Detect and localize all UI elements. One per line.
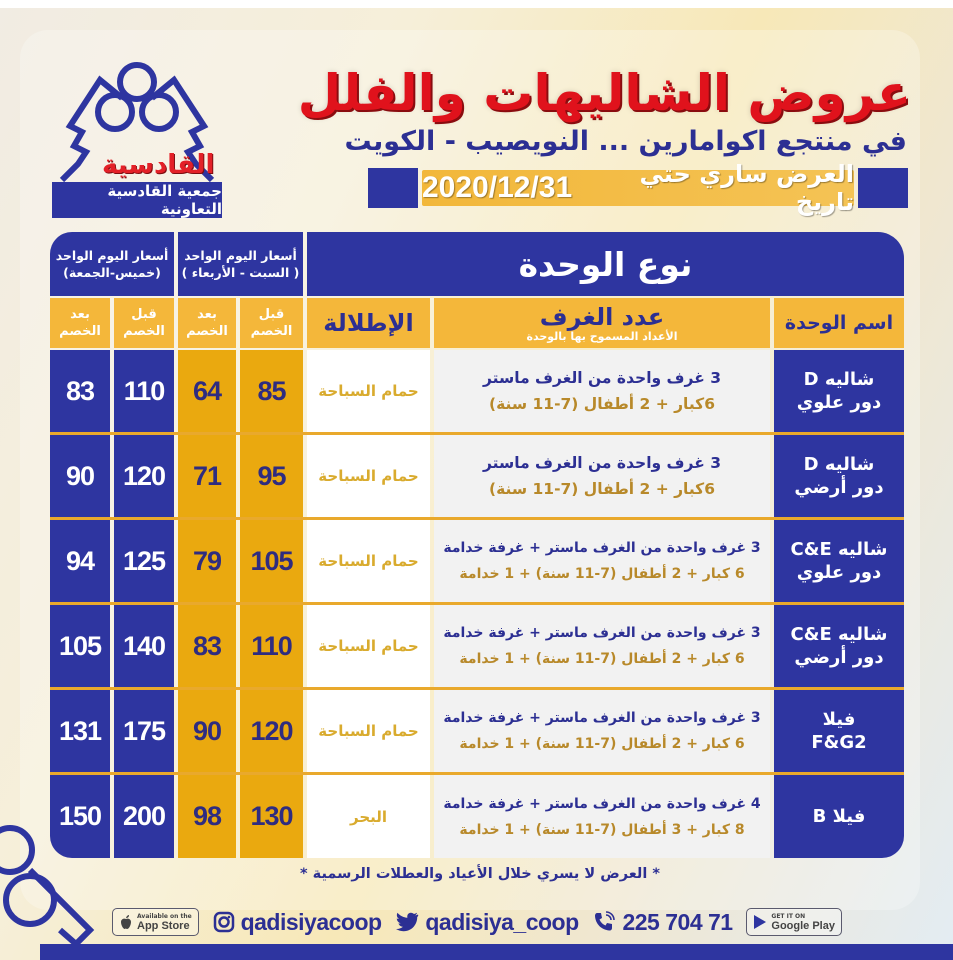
- phone-icon: [592, 910, 616, 934]
- rooms-line1: 3 غرف واحدة من الغرف ماستر + غرفة خدامة: [443, 625, 761, 641]
- validity-text: العرض ساري حتي تاريخ: [639, 160, 854, 216]
- weekend-after-price: 90: [65, 460, 95, 491]
- weekend-header-line1: أسعار اليوم الواحد: [55, 248, 169, 263]
- weekend-header-line2: (خميس-الجمعة): [63, 265, 161, 280]
- discount-label: الخصم: [123, 324, 165, 339]
- unit-name-line1: فيلا B: [812, 806, 866, 827]
- weekend-before-header: [114, 298, 174, 348]
- weekday-after-header: [178, 298, 236, 348]
- weekday-header-line1: أسعار اليوم الواحد: [184, 248, 297, 263]
- weekday-after-price: 64: [192, 375, 222, 406]
- corner-logo-decoration-icon: [0, 820, 110, 950]
- unit-name-header: [774, 298, 904, 348]
- unit-name-line1: فيلا: [822, 709, 856, 730]
- logo-band: جمعية القادسية التعاونية: [52, 182, 222, 218]
- before-label: قبل: [131, 307, 157, 322]
- weekend-after-price: 150: [58, 801, 102, 831]
- rooms-cell: [434, 350, 770, 432]
- view-cell: حمام السباحة: [307, 435, 430, 517]
- weekday-after-price: 71: [192, 460, 222, 491]
- rooms-line2: 6كبار + 2 أطفال (7-11 سنة): [489, 480, 715, 498]
- validity-bar: [422, 160, 854, 216]
- view-header-label: الإطلالة: [323, 309, 414, 337]
- phone-link[interactable]: [592, 909, 732, 936]
- weekend-before-price: 125: [122, 545, 166, 576]
- weekday-before-price: 110: [251, 630, 292, 661]
- weekend-price-header: [50, 232, 174, 296]
- view-header: [307, 298, 430, 348]
- page-subtitle: في منتجع اكوامارين ... النويصيب - الكويت: [344, 126, 907, 157]
- weekend-before-price: 175: [122, 715, 166, 746]
- weekend-after-price: 94: [65, 545, 95, 576]
- unit-name-line2: دور أرضي: [794, 477, 884, 498]
- apple-icon: [119, 914, 133, 930]
- app-store-badge[interactable]: [112, 908, 199, 936]
- instagram-link[interactable]: [213, 909, 382, 936]
- google-play-small-text: GET IT ON: [771, 912, 806, 920]
- weekday-after-price: 83: [192, 630, 222, 661]
- weekday-header-line2: ( السبت - الأربعاء ): [181, 265, 300, 280]
- twitter-handle: qadisiya_coop: [425, 908, 579, 935]
- weekday-before-price: 95: [257, 460, 286, 491]
- price-table: [50, 232, 904, 858]
- weekday-price-header: [178, 232, 303, 296]
- google-play-label: Google Play: [771, 919, 835, 932]
- page-title: عروض الشاليهات والفلل: [297, 64, 911, 122]
- bottom-bar: [40, 944, 953, 960]
- twitter-link[interactable]: [395, 909, 578, 936]
- view-cell: حمام السباحة: [307, 605, 430, 687]
- weekend-before-price: 200: [122, 801, 166, 831]
- logo-wordmark: القادسية: [102, 150, 215, 180]
- band-square-left: [368, 168, 418, 208]
- discount-label: الخصم: [250, 324, 293, 339]
- qadisiya-logo: [52, 60, 222, 220]
- weekday-before-price: 120: [250, 715, 293, 746]
- rooms-cell: [434, 435, 770, 517]
- unit-name-cell: [774, 775, 904, 858]
- rooms-line1: 3 غرف واحدة من الغرف ماستر: [483, 369, 721, 387]
- twitter-icon: [395, 912, 419, 932]
- app-store-label: App Store: [137, 919, 190, 932]
- view-cell: البحر: [307, 775, 430, 858]
- unit-name-line2: F&G2: [811, 732, 867, 753]
- unit-name-cell: [774, 435, 904, 517]
- rooms-cell: [434, 605, 770, 687]
- weekday-after-price: 98: [192, 801, 222, 831]
- rooms-line2: 6 كبار + 2 أطفال (7-11 سنة) + 1 خدامة: [459, 651, 745, 667]
- view-cell: حمام السباحة: [307, 350, 430, 432]
- google-play-badge[interactable]: [746, 908, 842, 936]
- discount-label: الخصم: [59, 324, 101, 339]
- play-icon: [753, 914, 767, 930]
- unit-name-line2: دور أرضي: [794, 647, 884, 668]
- unit-type-header: نوع الوحدة: [307, 232, 904, 296]
- rooms-cell: [434, 775, 770, 858]
- unit-name-cell: [774, 605, 904, 687]
- weekend-after-price: 83: [65, 375, 95, 406]
- weekend-after-header: [50, 298, 110, 348]
- unit-name-header-label: اسم الوحدة: [784, 312, 894, 334]
- weekday-before-header: [240, 298, 303, 348]
- unit-name-line2: دور علوي: [796, 392, 882, 413]
- footnote: * العرض لا يسري خلال الأعياد والعطلات الرسمية *: [300, 866, 660, 882]
- app-store-small-text: Available on the: [137, 912, 192, 920]
- unit-name-line1: شاليه D: [803, 369, 875, 390]
- unit-name-line1: شاليه C&E: [790, 624, 888, 645]
- unit-name-cell: [774, 350, 904, 432]
- instagram-handle: qadisiyacoop: [240, 908, 382, 935]
- rooms-line2: 8 كبار + 3 أطفال (7-11 سنة) + 1 خدامة: [459, 821, 745, 838]
- weekday-before-price: 105: [250, 545, 293, 576]
- weekend-before-price: 140: [122, 630, 166, 661]
- weekend-before-price: 110: [123, 375, 165, 406]
- rooms-header: [434, 298, 770, 348]
- rooms-line1: 4 غرف واحدة من الغرف ماستر + غرفة خدامة: [443, 795, 761, 812]
- unit-name-line1: شاليه D: [803, 454, 875, 475]
- rooms-line1: 3 غرف واحدة من الغرف ماستر + غرفة خدامة: [443, 710, 761, 726]
- unit-name-line2: دور علوي: [796, 562, 882, 583]
- before-label: قبل: [258, 307, 285, 322]
- weekday-after-price: 79: [192, 545, 222, 576]
- rooms-line2: 6 كبار + 2 أطفال (7-11 سنة) + 1 خدامة: [459, 566, 745, 582]
- band-square-right: [858, 168, 908, 208]
- rooms-line1: 3 غرف واحدة من الغرف ماستر: [483, 454, 721, 472]
- rooms-cell: [434, 690, 770, 772]
- instagram-icon: [213, 911, 235, 933]
- rooms-header-sublabel: الأعداد المسموح بها بالوحدة: [526, 329, 678, 343]
- unit-name-line1: شاليه C&E: [790, 539, 888, 560]
- rooms-header-label: عدد الغرف: [539, 302, 665, 331]
- top-strip: [0, 0, 953, 8]
- weekend-after-price: 131: [58, 715, 102, 746]
- rooms-line2: 6 كبار + 2 أطفال (7-11 سنة) + 1 خدامة: [459, 736, 745, 752]
- weekday-after-price: 90: [192, 715, 222, 746]
- after-label: بعد: [197, 307, 217, 322]
- rooms-cell: [434, 520, 770, 602]
- validity-date: 2020/12/31: [422, 171, 573, 204]
- unit-name-cell: [774, 690, 904, 772]
- view-cell: حمام السباحة: [307, 690, 430, 772]
- view-cell: حمام السباحة: [307, 520, 430, 602]
- validity-band: [368, 160, 908, 216]
- weekday-before-price: 130: [250, 801, 293, 831]
- discount-label: الخصم: [186, 324, 228, 339]
- rooms-line1: 3 غرف واحدة من الغرف ماستر + غرفة خدامة: [443, 540, 761, 556]
- after-label: بعد: [70, 307, 90, 322]
- unit-name-cell: [774, 520, 904, 602]
- weekend-after-price: 105: [58, 630, 102, 661]
- rooms-line2: 6كبار + 2 أطفال (7-11 سنة): [489, 395, 715, 413]
- weekend-before-price: 120: [122, 460, 166, 491]
- phone-number: 225 704 71: [622, 908, 733, 935]
- contact-bar: [112, 904, 842, 940]
- weekday-before-price: 85: [257, 375, 286, 406]
